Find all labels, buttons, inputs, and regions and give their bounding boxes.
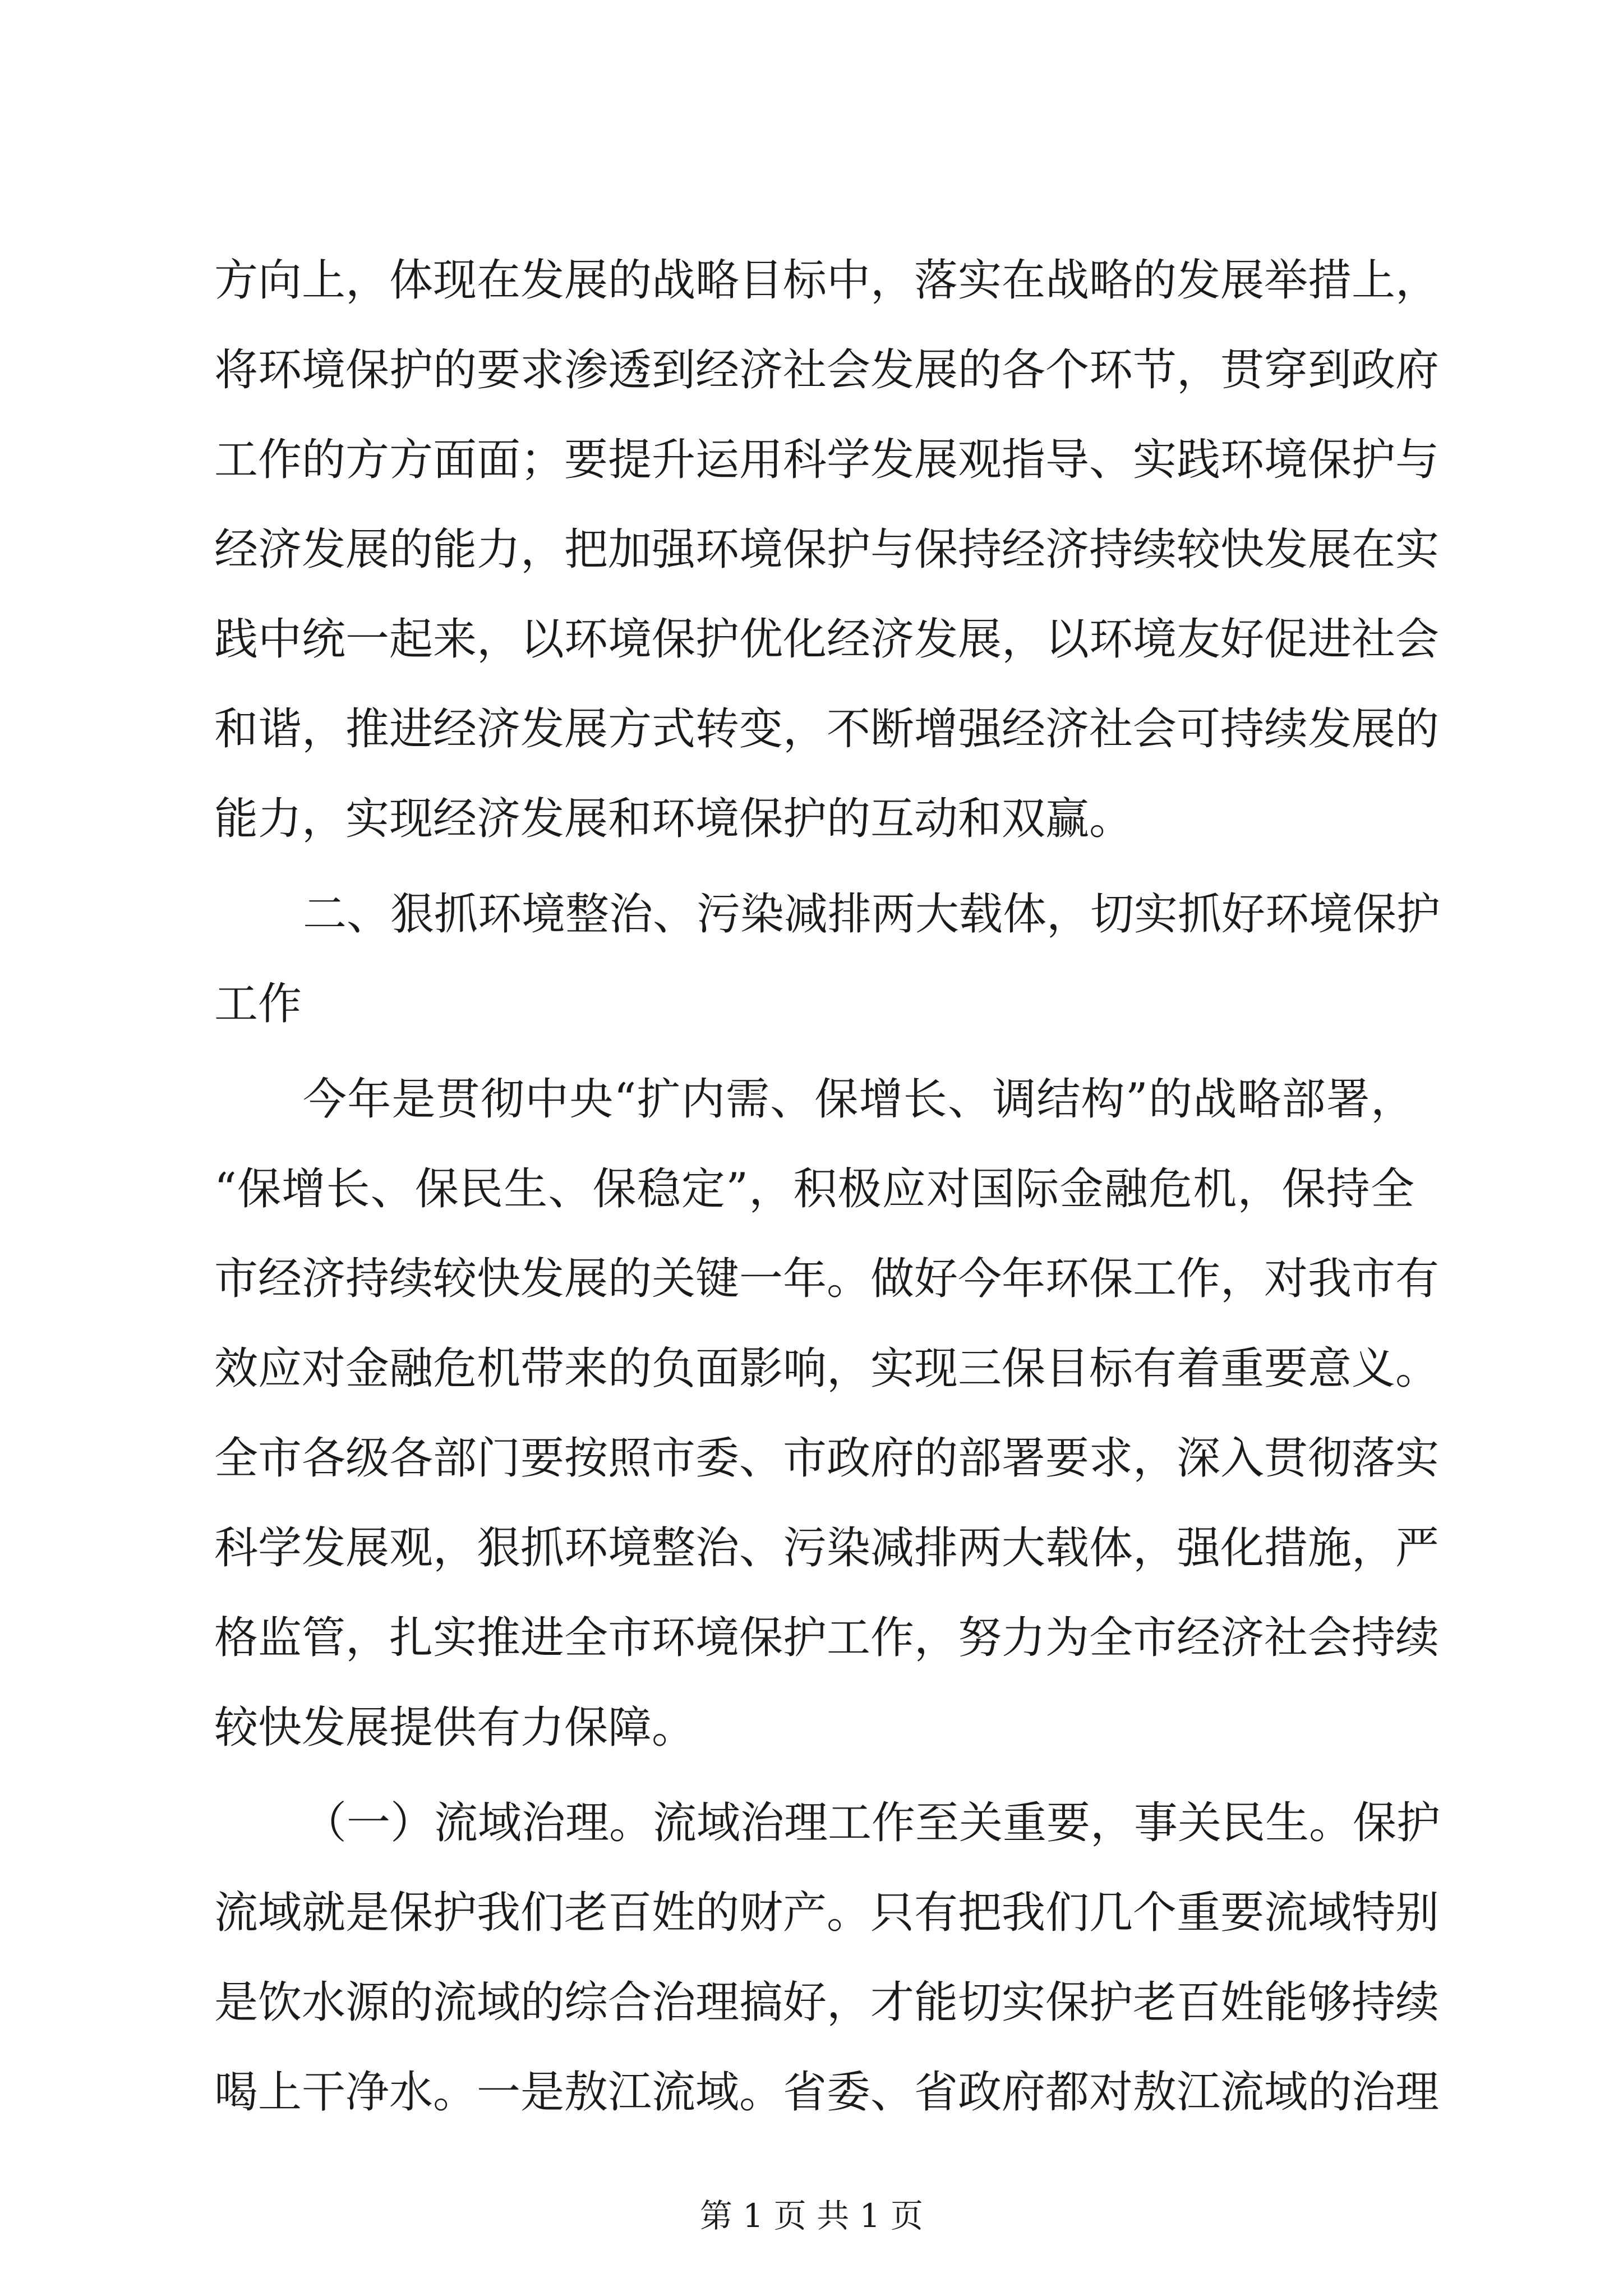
body-text-line: “保增长、保民生、保稳定”，积极应对国际金融危机，保持全: [214, 1164, 1414, 1214]
body-text-line: 工作的方方面面；要提升运用科学发展观指导、实践环境保护与: [214, 435, 1440, 485]
body-text-line: 全市各级各部门要按照市委、市政府的部署要求，深入贯彻落实: [214, 1433, 1440, 1484]
page-number-footer: 第 1 页 共 1 页: [700, 2197, 923, 2235]
body-text-line: 将环境保护的要求渗透到经济社会发展的各个环节，贯穿到政府: [214, 345, 1440, 395]
body-text-line: 是饮水源的流域的综合治理搞好，才能切实保护老百姓能够持续: [214, 1977, 1440, 2028]
section-heading-line: 工作: [214, 979, 302, 1029]
body-text-line: 喝上干净水。一是敖江流域。省委、省政府都对敖江流域的治理: [214, 2067, 1440, 2118]
body-text-line: 今年是贯彻中央“扩内需、保增长、调结构”的战略部署，: [303, 1074, 1414, 1125]
body-text-line: 较快发展提供有力保障。: [214, 1703, 696, 1753]
body-text-line: 科学发展观，狠抓环境整治、污染减排两大载体，强化措施，严: [214, 1523, 1440, 1573]
body-text-line: 和谐，推进经济发展方式转变，不断增强经济社会可持续发展的: [214, 704, 1440, 754]
body-text-line: 践中统一起来，以环境保护优化经济发展，以环境友好促进社会: [214, 614, 1440, 665]
body-text-line: 能力，实现经济发展和环境保护的互动和双赢。: [214, 794, 1133, 844]
body-text-line: 方向上，体现在发展的战略目标中，落实在战略的发展举措上，: [214, 255, 1440, 306]
body-text-line: 格监管，扎实推进全市环境保护工作，努力为全市经济社会持续: [214, 1613, 1440, 1663]
body-text-line: 市经济持续较快发展的关键一年。做好今年环保工作，对我市有: [214, 1254, 1440, 1304]
section-heading-line: 二、狠抓环境整治、污染减排两大载体，切实抓好环境保护: [303, 889, 1441, 940]
body-text-line: （一）流域治理。流域治理工作至关重要，事关民生。保护: [303, 1798, 1441, 1848]
body-text-line: 流域就是保护我们老百姓的财产。只有把我们几个重要流域特别: [214, 1888, 1440, 1938]
body-text-line: 经济发展的能力，把加强环境保护与保持经济持续较快发展在实: [214, 524, 1440, 575]
body-text-line: 效应对金融危机带来的负面影响，实现三保目标有着重要意义。: [214, 1343, 1440, 1394]
